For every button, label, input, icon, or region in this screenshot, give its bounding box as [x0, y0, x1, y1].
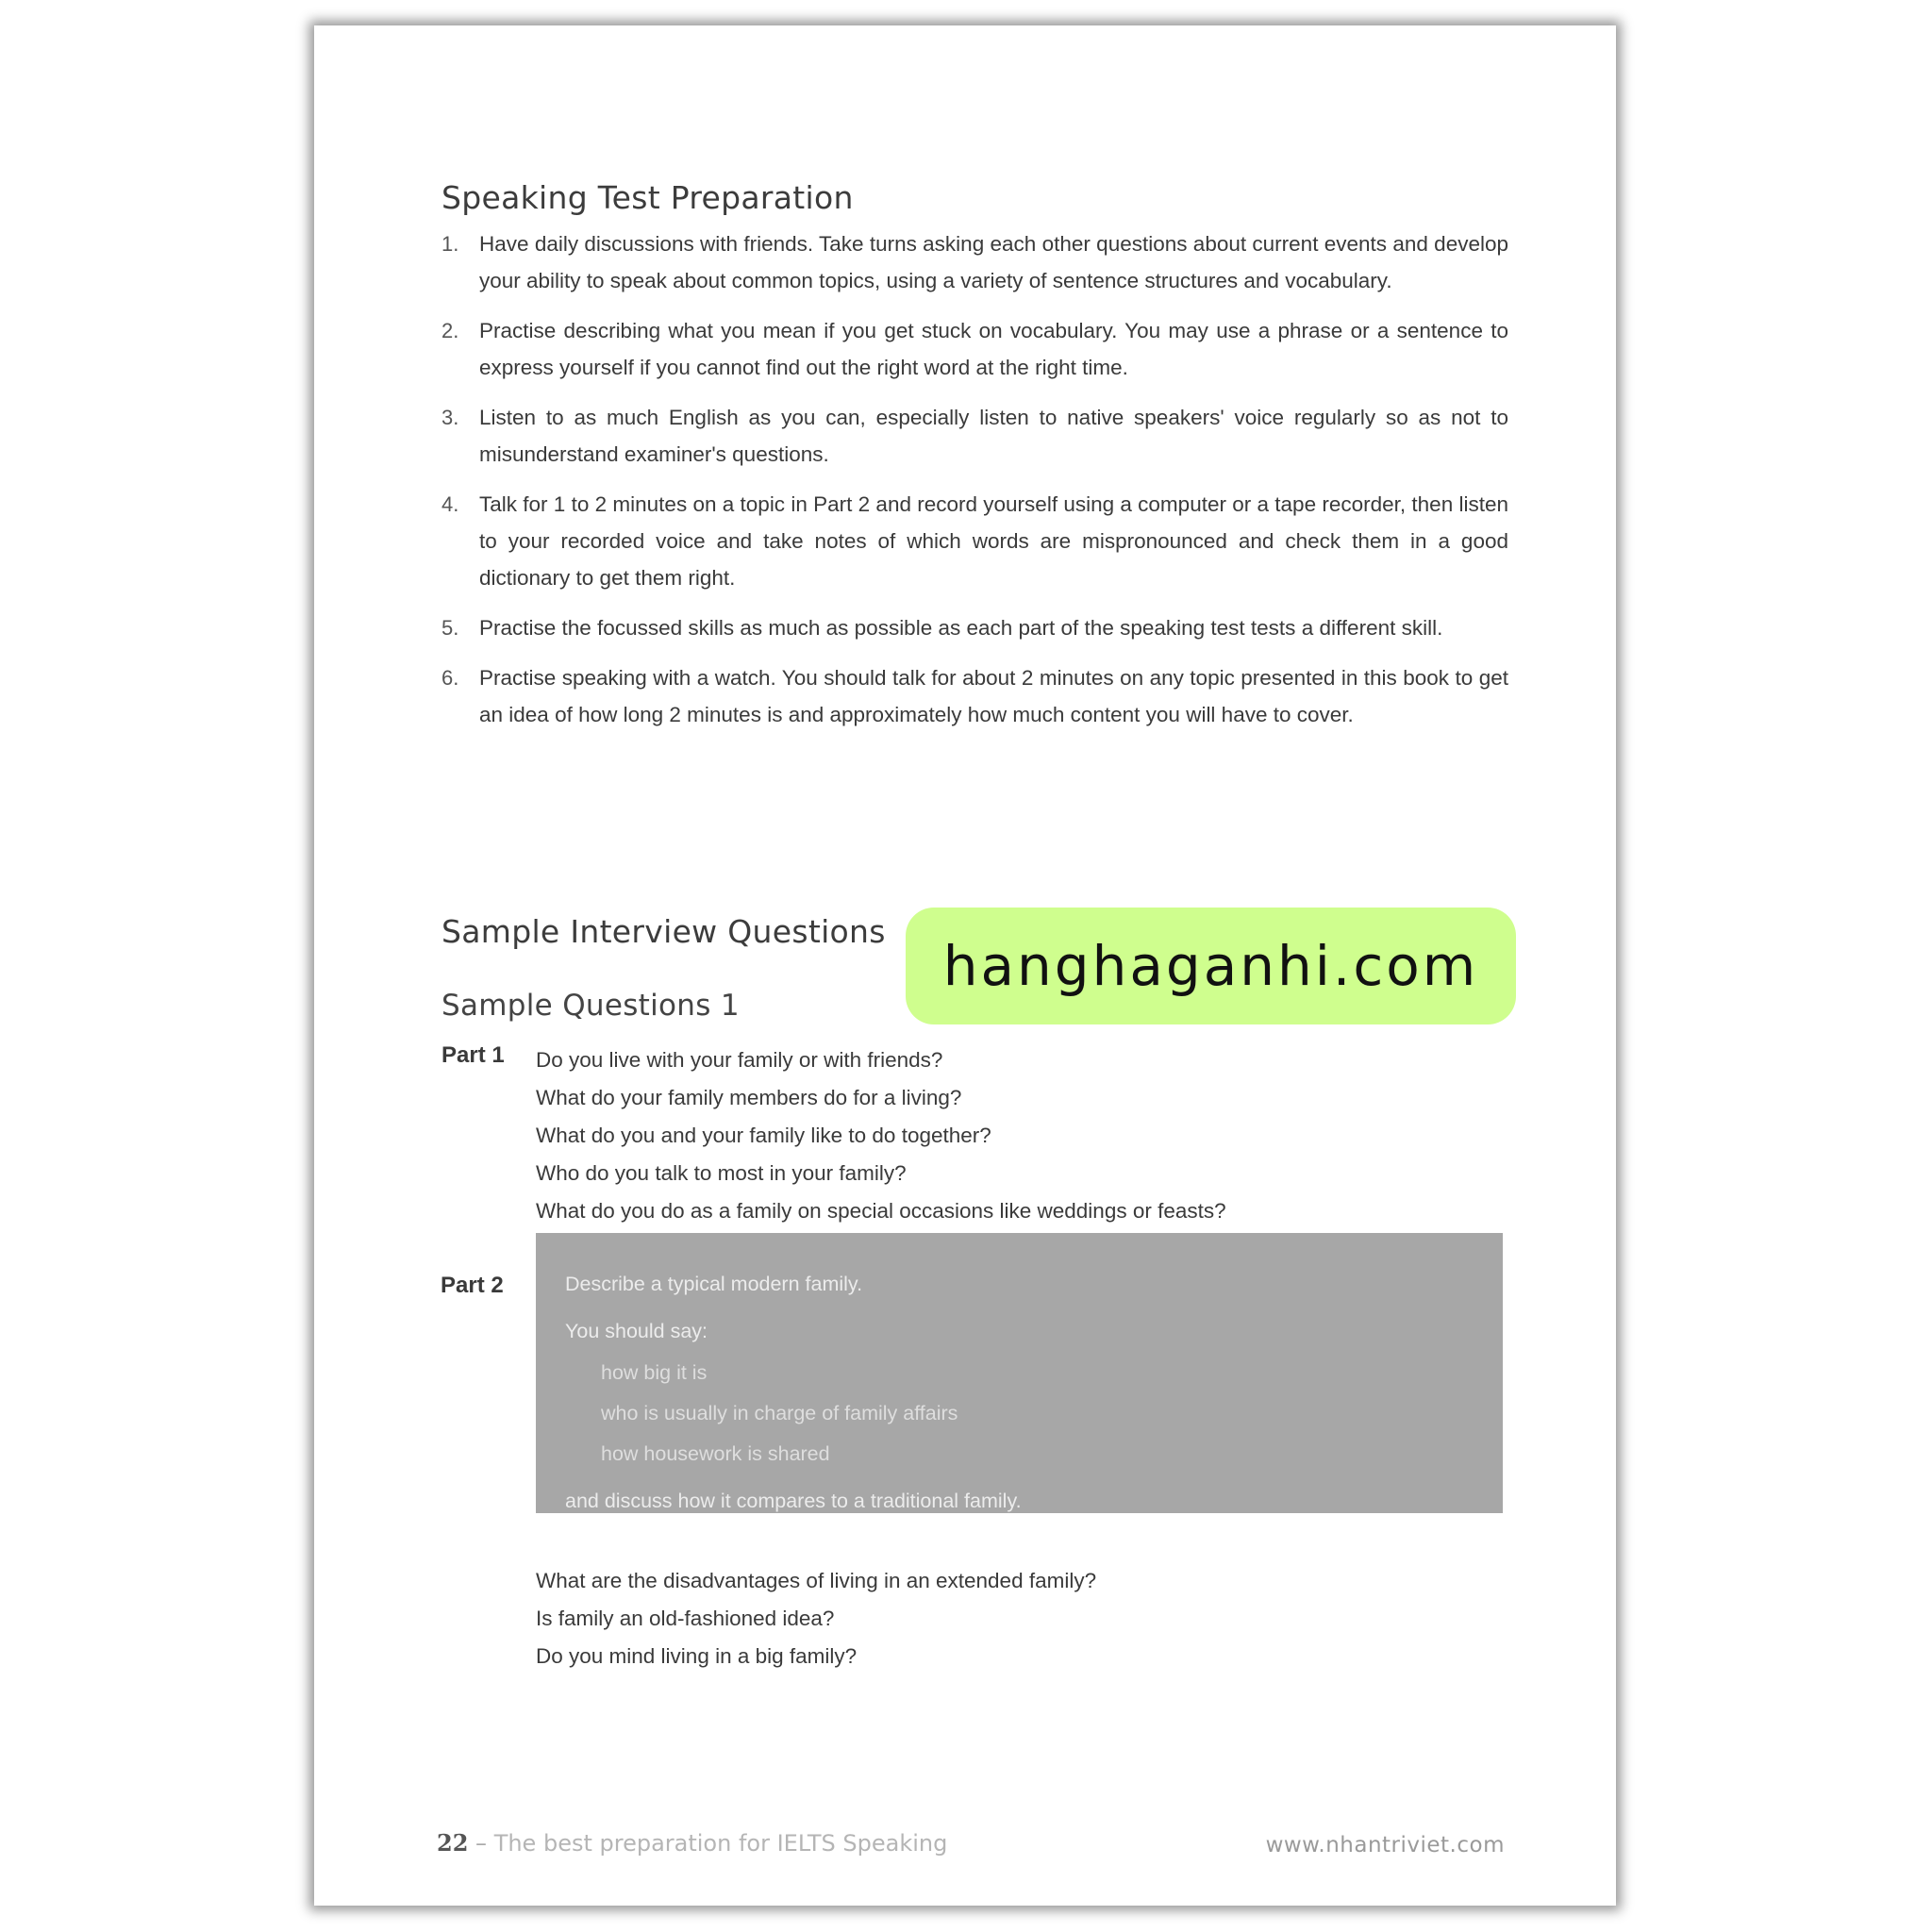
footer-separator: – — [475, 1830, 488, 1857]
question-item: Is family an old-fashioned idea? — [536, 1607, 835, 1630]
cue-card — [536, 1233, 1503, 1513]
list-item — [441, 486, 1508, 596]
list-item — [441, 399, 1508, 473]
cue-card-closing: and discuss how it compares to a traditional family. — [565, 1490, 1022, 1512]
list-item — [441, 659, 1508, 733]
question-item: Do you mind living in a big family? — [536, 1644, 858, 1668]
list-number: 2. — [441, 319, 459, 342]
cue-card-point: how housework is shared — [601, 1442, 830, 1465]
cue-card-intro: Describe a typical modern family. — [565, 1273, 863, 1295]
question-item: Do you live with your family or with friends? — [536, 1048, 943, 1072]
list-item — [441, 225, 1508, 299]
part2-followup-questions — [536, 1562, 1096, 1675]
publisher-website: www.nhantriviet.com — [1265, 1833, 1505, 1857]
list-item — [441, 312, 1508, 386]
section-subtitle-sample-questions: Sample Questions 1 — [441, 989, 740, 1023]
list-text: Talk for 1 to 2 minutes on a topic in Part 2 and record yourself using a computer or a tape recorder, then listen to your recorded voice and take notes of which words are mispronounced and check them in a good dictionary to get them right. — [479, 492, 1508, 590]
part1-label: Part 1 — [441, 1042, 505, 1068]
list-text: Listen to as much English as you can, especially listen to native speakers' voice regularly so as not to misunderstand examiner's questions. — [479, 406, 1508, 466]
list-text: Practise the focussed skills as much as possible as each part of the speaking test tests a different skill. — [479, 616, 1443, 640]
list-number: 5. — [441, 616, 459, 640]
list-text: Have daily discussions with friends. Take turns asking each other questions about current events and develop your ability to speak about common topics, using a variety of sentence structures and vocabulary. — [479, 232, 1508, 292]
list-number: 6. — [441, 666, 459, 690]
question-item: What do you do as a family on special occasions like weddings or feasts? — [536, 1199, 1226, 1223]
list-text: Practise speaking with a watch. You should talk for about 2 minutes on any topic presented in this book to get an idea of how long 2 minutes is and approximately how much content you will have to cover. — [479, 666, 1508, 726]
page-footer — [437, 1829, 1505, 1863]
part1-questions — [536, 1041, 1226, 1230]
cue-card-point: how big it is — [601, 1361, 708, 1384]
question-item: Who do you talk to most in your family? — [536, 1161, 907, 1185]
cue-card-point: who is usually in charge of family affairs — [601, 1402, 958, 1424]
watermark-text: hanghaganhi.com — [942, 934, 1479, 998]
preparation-list — [441, 225, 1508, 746]
question-item: What do you and your family like to do together? — [536, 1124, 991, 1147]
watermark-badge — [906, 908, 1516, 1024]
list-number: 1. — [441, 232, 459, 256]
list-text: Practise describing what you mean if you get stuck on vocabulary. You may use a phrase or a sentence to express yourself if you cannot find out the right word at the right time. — [479, 319, 1508, 379]
question-item: What do your family members do for a living? — [536, 1086, 962, 1109]
list-number: 3. — [441, 406, 459, 429]
list-number: 4. — [441, 492, 459, 516]
section-title-preparation: Speaking Test Preparation — [441, 179, 854, 217]
section-title-interview: Sample Interview Questions — [441, 913, 886, 951]
cue-card-prompt: You should say: — [565, 1320, 708, 1342]
question-item: What are the disadvantages of living in an extended family? — [536, 1569, 1097, 1592]
book-title: The best preparation for IELTS Speaking — [493, 1830, 948, 1857]
part2-label: Part 2 — [441, 1273, 504, 1298]
footer-left — [437, 1829, 947, 1857]
page-number: 22 — [437, 1829, 469, 1857]
list-item — [441, 609, 1508, 646]
